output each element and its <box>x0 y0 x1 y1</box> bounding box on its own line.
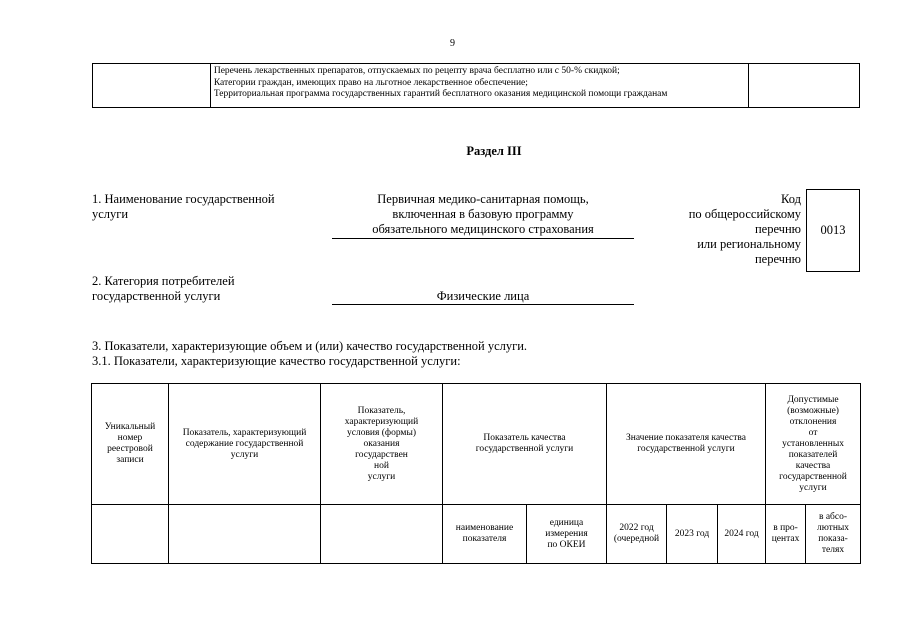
header-text: характеризующий <box>344 416 419 427</box>
header-text: Допустимые <box>787 394 839 405</box>
top-table-legal-acts-cell <box>210 64 748 108</box>
header-text: государственной <box>779 471 847 482</box>
code-label-line: по общероссийскому <box>688 207 801 221</box>
header-text: записи <box>116 455 144 465</box>
code-label-line: или региональному <box>697 237 801 251</box>
service-name-value <box>332 192 634 237</box>
top-table-empty-cell-right <box>749 64 860 108</box>
subheader-text: 2022 год <box>619 523 654 533</box>
header-text: государственной услуги <box>637 444 735 454</box>
header-text: государствен <box>355 449 408 460</box>
page-number: 9 <box>450 38 455 49</box>
header-indicator-value <box>607 384 766 505</box>
service-name-underline <box>332 238 634 239</box>
header-text: установленных <box>782 438 844 449</box>
service-name-label-line: услуги <box>92 207 129 221</box>
subheader-text: в про- <box>773 523 798 533</box>
quality-indicators-heading: 3.1. Показатели, характеризующие качество государственной услуги: <box>92 354 461 368</box>
header-text: Показатель, <box>357 405 406 416</box>
header-text: реестровой <box>107 444 153 454</box>
header-text: услуги <box>367 471 396 482</box>
header-text: качества <box>795 460 831 471</box>
subheader-text: показателя <box>462 534 507 544</box>
legal-act-1: Перечень лекарственных препаратов, отпускаемых по рецепту врача бесплатно или с 50-% скидкой; <box>213 66 620 76</box>
header-registry-number <box>92 384 169 505</box>
code-label-line: перечню <box>754 222 801 236</box>
subheader-text: измерения <box>545 528 588 539</box>
header-text: государственной услуги <box>475 444 574 454</box>
header-text: условия (формы) <box>346 427 416 438</box>
consumers-label-line: 2. Категория потребителей <box>92 274 235 288</box>
header-text: оказания <box>363 438 400 449</box>
quality-indicators-table <box>91 383 861 564</box>
header-text: номер <box>117 433 143 443</box>
subheader-year-2024: 2024 год <box>718 505 766 564</box>
header-text: (возможные) <box>787 405 839 416</box>
header-text: Показатель качества <box>483 433 566 443</box>
header-text: Показатель, характеризующий <box>182 427 307 438</box>
header-text: ной <box>374 460 389 471</box>
indicators-heading: 3. Показатели, характеризующие объем и (или) качество государственной услуги. <box>92 339 528 353</box>
header-text: услуги <box>230 449 259 460</box>
empty-cell <box>321 505 443 564</box>
subheader-indicator-name <box>443 505 527 564</box>
subheader-absolute <box>806 505 861 564</box>
legal-act-2: Категории граждан, имеющих право на льготное лекарственное обеспечение; <box>213 77 528 88</box>
header-text: Значение показателя качества <box>625 433 747 443</box>
header-text: показателей <box>788 449 838 460</box>
top-table-empty-cell <box>93 64 211 108</box>
subheader-percent <box>766 505 806 564</box>
subheader-text: центах <box>771 534 800 544</box>
legal-act-3: Территориальная программа государственных гарантий бесплатного оказания медицинской помощи гражданам <box>213 89 668 99</box>
top-table <box>92 63 860 108</box>
service-name-value-line: Первичная медико-санитарная помощь, <box>377 192 589 206</box>
code-label <box>662 192 801 267</box>
header-quality-indicator <box>443 384 607 505</box>
header-text: от <box>808 427 818 438</box>
empty-cell <box>169 505 321 564</box>
header-text: Уникальный <box>104 422 156 432</box>
code-label-line: Код <box>781 192 801 206</box>
header-allowed-deviations <box>766 384 861 505</box>
code-value: 0013 <box>820 223 846 237</box>
service-name-value-line: включенная в базовую программу <box>392 207 574 221</box>
code-value-box <box>806 189 860 272</box>
subheader-text: телях <box>821 545 845 555</box>
subheader-text: (очередной <box>613 534 660 544</box>
service-name-label <box>92 192 332 222</box>
subheader-text: наименование <box>455 523 514 533</box>
header-text: услуги <box>799 482 827 493</box>
consumers-value: Физические лица <box>436 289 530 303</box>
subheader-text: по ОКЕИ <box>547 539 586 550</box>
subheader-year-2023: 2023 год <box>667 505 718 564</box>
section-title: Раздел III <box>466 144 522 158</box>
subheader-text: единица <box>549 517 584 528</box>
code-label-line: перечню <box>754 252 801 266</box>
consumers-label-line: государственной услуги <box>92 289 221 303</box>
subheader-text: показа- <box>818 534 848 544</box>
subheader-year-2022 <box>607 505 667 564</box>
header-service-content <box>169 384 321 505</box>
subheader-unit <box>527 505 607 564</box>
service-name-value-line: обязательного медицинского страхования <box>372 222 594 236</box>
header-text: содержание государственной <box>185 438 304 449</box>
subheader-text: в абсо- <box>818 512 848 522</box>
header-text: отклонения <box>789 416 837 427</box>
consumers-label <box>92 274 332 304</box>
consumers-underline <box>332 304 634 305</box>
empty-cell <box>92 505 169 564</box>
header-service-conditions <box>321 384 443 505</box>
subheader-text: лютных <box>816 523 850 533</box>
service-name-label-line: 1. Наименование государственной <box>92 192 275 206</box>
